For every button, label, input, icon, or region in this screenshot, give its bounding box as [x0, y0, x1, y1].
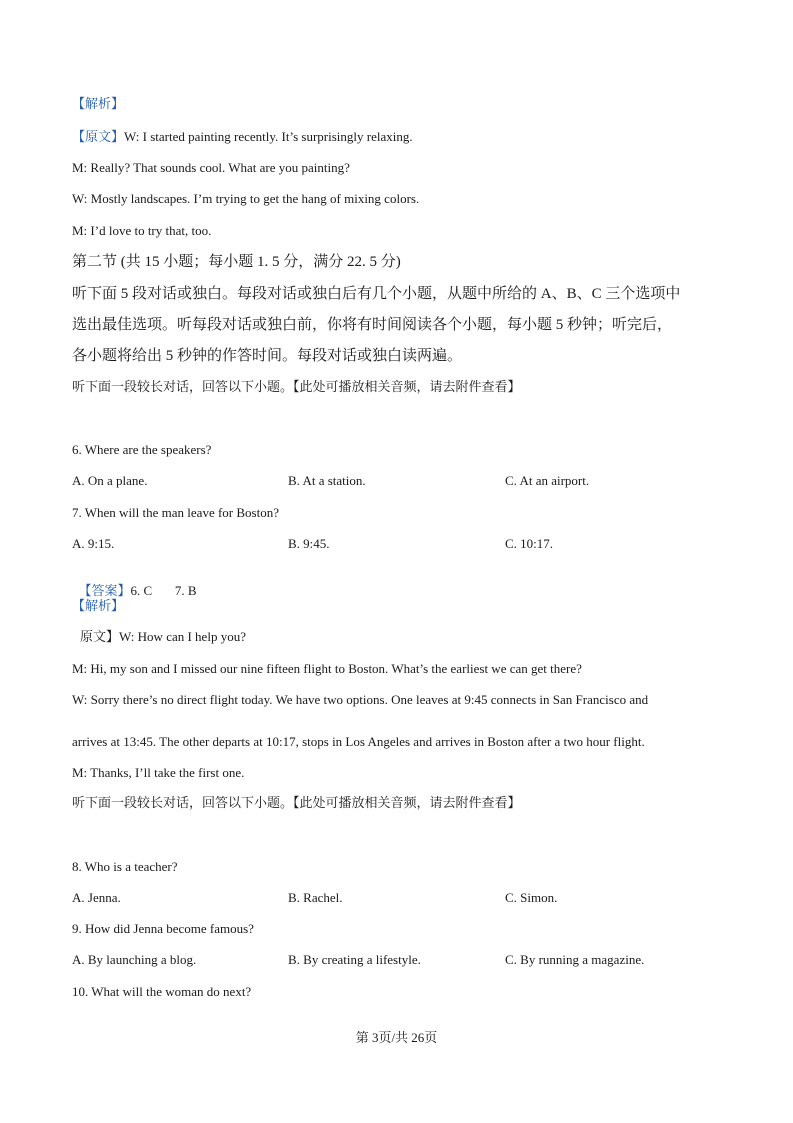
instruction-line: 选出最佳选项。听每段对话或独白前，你将有时间阅读各个小题，每小题 5 秒钟；听完后， [72, 317, 673, 333]
option-a: A. By launching a blog. [72, 952, 197, 967]
transcript-tag: 【原文】 [72, 129, 125, 144]
answer-text: 6. C 7. B [130, 583, 197, 598]
instruction-line: 各小题将给出 5 秒钟的作答时间。每段对话或独白读两遍。 [72, 348, 463, 364]
analysis-label: 【解析】 [72, 96, 125, 111]
option-c: C. Simon. [505, 890, 558, 905]
transcript-line: W: Sorry there’s no direct flight today. We have two options. One leaves at 9:45 connects in San Francisco and [72, 692, 649, 707]
option-b: B. 9:45. [288, 536, 330, 551]
question-7: 7. When will the man leave for Boston? [72, 505, 279, 520]
question-10: 10. What will the woman do next? [72, 984, 252, 999]
option-a: A. On a plane. [72, 473, 148, 488]
answer-tag: 【答案】 [78, 583, 131, 598]
page-number: 第 3页/共 26页 [355, 1030, 438, 1045]
transcript-tag: 原文】 [80, 629, 120, 644]
section-heading: 第二节 (共 15 小题；每小题 1. 5 分，满分 22. 5 分) [72, 254, 401, 270]
analysis-label: 【解析】 [72, 598, 125, 613]
listen-note: 听下面一段较长对话，回答以下小题。【此处可播放相关音频，请去附件查看】 [72, 795, 521, 810]
transcript-line: M: I’d love to try that, too. [72, 223, 212, 238]
transcript-line: W: Mostly landscapes. I’m trying to get the hang of mixing colors. [72, 191, 420, 206]
transcript-line: M: Really? That sounds cool. What are you painting? [72, 160, 350, 175]
option-c: C. 10:17. [505, 536, 554, 551]
option-b: B. By creating a lifestyle. [288, 952, 421, 967]
transcript-line: arrives at 13:45. The other departs at 10:17, stops in Los Angeles and arrives in Boston after a two hour flight. [72, 734, 645, 749]
option-c: C. At an airport. [505, 473, 590, 488]
transcript-line [80, 629, 246, 645]
answer-line [72, 567, 197, 599]
option-b: B. Rachel. [288, 890, 343, 905]
transcript-text: W: I started painting recently. It’s surprisingly relaxing. [124, 129, 413, 144]
listen-note: 听下面一段较长对话，回答以下小题。【此处可播放相关音频，请去附件查看】 [72, 379, 521, 394]
question-6: 6. Where are the speakers? [72, 442, 212, 457]
transcript-text: W: How can I help you? [119, 629, 246, 644]
question-8: 8. Who is a teacher? [72, 859, 178, 874]
transcript-line: M: Thanks, I’ll take the first one. [72, 765, 245, 780]
instruction-line: 听下面 5 段对话或独白。每段对话或独白后有几个小题，从题中所给的 A、B、C 三个选项中 [72, 286, 681, 302]
question-9: 9. How did Jenna become famous? [72, 921, 254, 936]
transcript-line: M: Hi, my son and I missed our nine fifteen flight to Boston. What’s the earliest we can get there? [72, 661, 582, 676]
option-c: C. By running a magazine. [505, 952, 645, 967]
option-b: B. At a station. [288, 473, 366, 488]
transcript-line [72, 129, 413, 145]
option-a: A. 9:15. [72, 536, 115, 551]
option-a: A. Jenna. [72, 890, 121, 905]
